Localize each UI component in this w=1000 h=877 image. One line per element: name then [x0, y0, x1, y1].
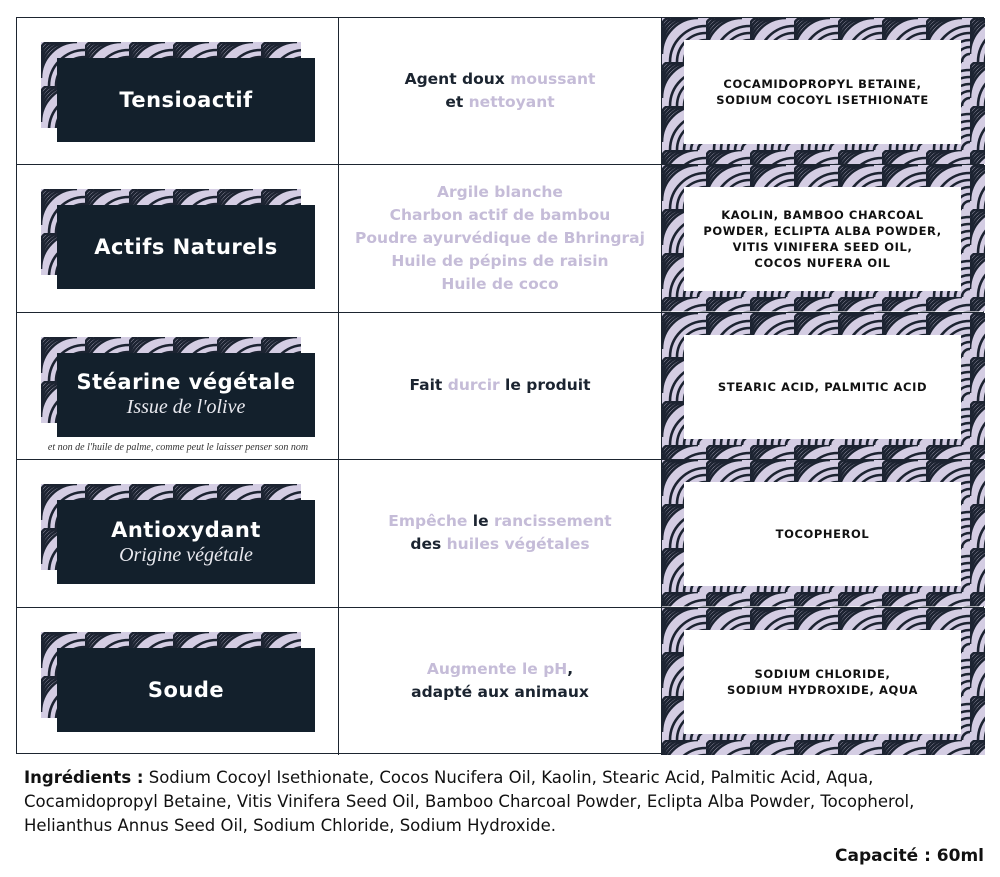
description-line — [409, 374, 590, 397]
inci-text: COCAMIDOPROPYL BETAINE, SODIUM COCOYL ISETHIONATE — [684, 40, 961, 144]
description-segment: Charbon actif de bambou — [389, 206, 611, 225]
inci-cell — [662, 313, 985, 459]
inci-text: TOCOPHEROL — [684, 482, 961, 586]
description-segment: le — [472, 512, 494, 531]
ingredients-text: Sodium Cocoyl Isethionate, Cocos Nucifera Oil, Kaolin, Stearic Acid, Palmitic Acid, Aqua, Cocamidopropyl Betaine, Vitis Vinifera Seed Oil, Bamboo Charcoal Powder, Eclipta Alba Powder, Tocopherol, Helianthus Annus Seed Oil, Sodium Chloride, Sodium Hydroxide. — [24, 768, 915, 835]
inci-cell — [662, 608, 985, 755]
description-segment: Augmente le pH — [426, 660, 568, 679]
description-segment: nettoyant — [468, 93, 555, 112]
description-line — [388, 533, 611, 556]
category-title: Antioxydant — [111, 517, 261, 542]
description-segment: durcir — [447, 376, 500, 395]
description-cell — [339, 313, 662, 459]
description-segment: et — [445, 93, 469, 112]
description-segment: Empêche — [388, 512, 473, 531]
description-line — [388, 510, 611, 533]
description-segment: Argile blanche — [437, 183, 563, 202]
description-line — [405, 68, 596, 91]
description-segment: , — [567, 660, 574, 679]
description-segment: rancissement — [494, 512, 612, 531]
description-segment: le produit — [499, 376, 591, 395]
description-line — [355, 227, 645, 250]
description-line — [355, 250, 645, 273]
category-label — [57, 205, 315, 289]
description-line — [405, 91, 596, 114]
category-label — [57, 500, 315, 584]
description-text — [411, 658, 589, 704]
inci-text: STEARIC ACID, PALMITIC ACID — [684, 335, 961, 439]
ingredient-table — [16, 17, 984, 754]
label-cell — [17, 313, 339, 459]
category-note: et non de l'huile de palme, comme peut le laisser penser son nom — [47, 442, 309, 454]
category-title: Tensioactif — [119, 88, 253, 112]
category-label — [57, 648, 315, 732]
description-segment: Fait — [409, 376, 448, 395]
description-segment: Huile de pépins de raisin — [391, 252, 609, 271]
inci-text: SODIUM CHLORIDE, SODIUM HYDROXIDE, AQUA — [684, 630, 961, 734]
description-line — [355, 181, 645, 204]
category-title: Stéarine végétale — [76, 370, 296, 395]
label-cell — [17, 165, 339, 311]
description-line — [355, 204, 645, 227]
category-subtitle: Issue de l'olive — [126, 396, 246, 419]
description-cell — [339, 608, 662, 755]
description-segment: des — [410, 535, 447, 554]
category-title: Actifs Naturels — [94, 235, 278, 260]
table-row — [17, 460, 983, 607]
label-cell — [17, 608, 339, 755]
description-segment: moussant — [510, 70, 596, 89]
description-segment: Agent doux — [404, 70, 511, 89]
description-line — [411, 658, 589, 681]
table-row — [17, 18, 983, 165]
capacity: Capacité : 60ml — [835, 846, 984, 866]
description-segment: Huile de coco — [441, 275, 559, 294]
description-cell — [339, 460, 662, 606]
category-label — [57, 353, 315, 437]
label-cell — [17, 18, 339, 164]
description-segment: Poudre ayurvédique de Bhringraj — [355, 229, 645, 248]
description-line — [411, 681, 589, 704]
description-text — [355, 181, 645, 296]
table-row — [17, 313, 983, 460]
inci-text: KAOLIN, BAMBOO CHARCOAL POWDER, ECLIPTA ALBA POWDER, VITIS VINIFERA SEED OIL, COCOS NUFERA OIL — [684, 187, 961, 291]
label-cell — [17, 460, 339, 606]
description-line — [355, 273, 645, 296]
description-text — [388, 510, 611, 556]
description-text — [409, 374, 590, 397]
description-segment: huiles végétales — [446, 535, 590, 554]
description-cell — [339, 165, 662, 311]
description-text — [405, 68, 596, 114]
description-segment: adapté aux animaux — [411, 683, 589, 702]
ingredients-label: Ingrédients : — [24, 768, 144, 787]
inci-cell — [662, 460, 985, 606]
inci-cell — [662, 18, 985, 164]
category-subtitle: Origine végétale — [119, 543, 253, 566]
inci-cell — [662, 165, 985, 311]
ingredients-list — [24, 766, 984, 838]
category-title: Soude — [147, 677, 225, 702]
description-cell — [339, 18, 662, 164]
table-row — [17, 165, 983, 312]
category-label — [57, 58, 315, 142]
table-row — [17, 608, 983, 755]
